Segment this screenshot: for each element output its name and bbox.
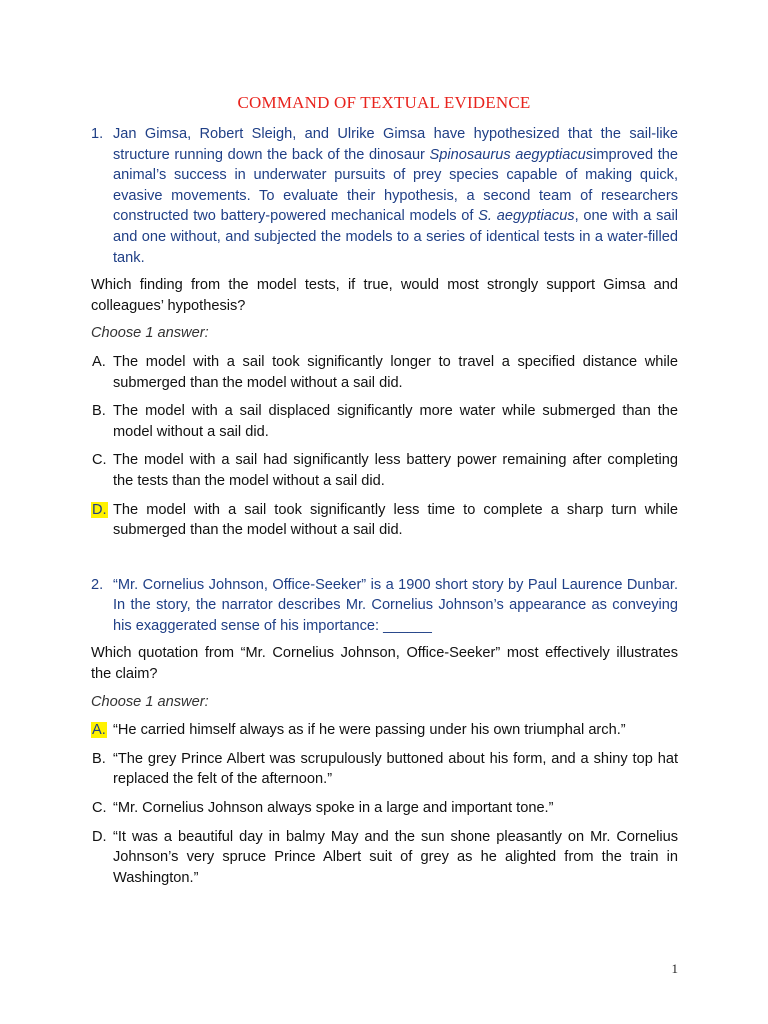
question-2-stem [91,575,678,637]
question-1-stem [91,124,678,268]
question-2-prompt: Which quotation from “Mr. Cornelius Johnson, Office-Seeker” most effectively illustrates the claim? [91,645,678,683]
option-letter-highlighted: D. [92,501,107,518]
option-text: “He carried himself always as if he were passing under his own triumphal arch.” [113,722,626,739]
answer-option-a[interactable] [91,720,678,741]
option-text: “It was a beautiful day in balmy May and the sun shone pleasantly on Mr. Cornelius Johnson’s very spruce Prince Albert suit of grey as he alighted from the train in Washington.” [113,828,678,886]
stem-text: , one with a sail and one without, and subjected the models to a series of identical tests in a water-filled tank. [113,208,678,266]
question-2-instruction: Choose 1 answer: [91,693,209,710]
page-title: COMMAND OF TEXTUAL EVIDENCE [237,93,531,112]
option-text: The model with a sail took significantly less time to complete a sharp turn while submerged than the model without a sail did. [113,501,678,539]
question-1-prompt: Which finding from the model tests, if true, would most strongly support Gimsa and colleagues’ hypothesis? [91,277,678,314]
question-number: 2. [91,576,104,593]
option-letter-highlighted: A. [92,722,106,739]
option-letter: C. [92,800,107,817]
option-text: The model with a sail had significantly less battery power remaining after completing the tests than the model without a sail did. [113,452,678,489]
answer-option-d[interactable] [91,827,678,889]
answer-option-d[interactable] [91,500,678,541]
option-letter: D. [92,828,107,845]
answer-option-b[interactable] [91,401,678,442]
content [91,124,678,888]
answer-option-c[interactable] [91,798,678,819]
answer-option-b[interactable] [91,749,678,790]
species-abbrev: S. aegyptiacus [478,208,575,225]
option-text: “Mr. Cornelius Johnson always spoke in a large and important tone.” [113,800,554,817]
option-text: “The grey Prince Albert was scrupulously buttoned about his form, and a shiny top hat replaced the felt of the afternoon.” [113,750,678,788]
option-letter: A. [92,353,106,370]
page-number: 1 [671,961,678,976]
answer-option-c[interactable] [91,450,678,491]
stem-text: “Mr. Cornelius Johnson, Office-Seeker” is a 1900 short story by Paul Laurence Dunbar. In the story, the narrator describes Mr. Cornelius Johnson’s appearance as conveying his exaggerated sense of his importance: ______ [113,576,678,634]
species-name: Spinosaurus aegyptiacus [429,146,594,163]
option-text: The model with a sail displaced significantly more water while submerged than the model without a sail did. [113,403,678,440]
stem-text: Jan Gimsa, Robert Sleigh, and Ulrike Gimsa have hypothesized that the sail-like structure running down the back of the dinosaur [113,126,678,163]
question-number: 1. [91,126,104,142]
option-text: The model with a sail took significantly longer to travel a specified distance while submerged than the model without a sail did. [113,353,678,391]
option-letter: C. [92,452,107,469]
question-1-instruction: Choose 1 answer: [91,325,209,342]
answer-option-a[interactable] [91,352,678,393]
option-letter: B. [92,750,106,767]
stem-text: improved the animal’s success in underwater pursuits of prey species capable of making quick, evasive movements. To evaluate their hypothesis, a second team of researchers constructed two battery-powered mechanical models of [113,146,678,225]
option-letter: B. [92,403,106,420]
